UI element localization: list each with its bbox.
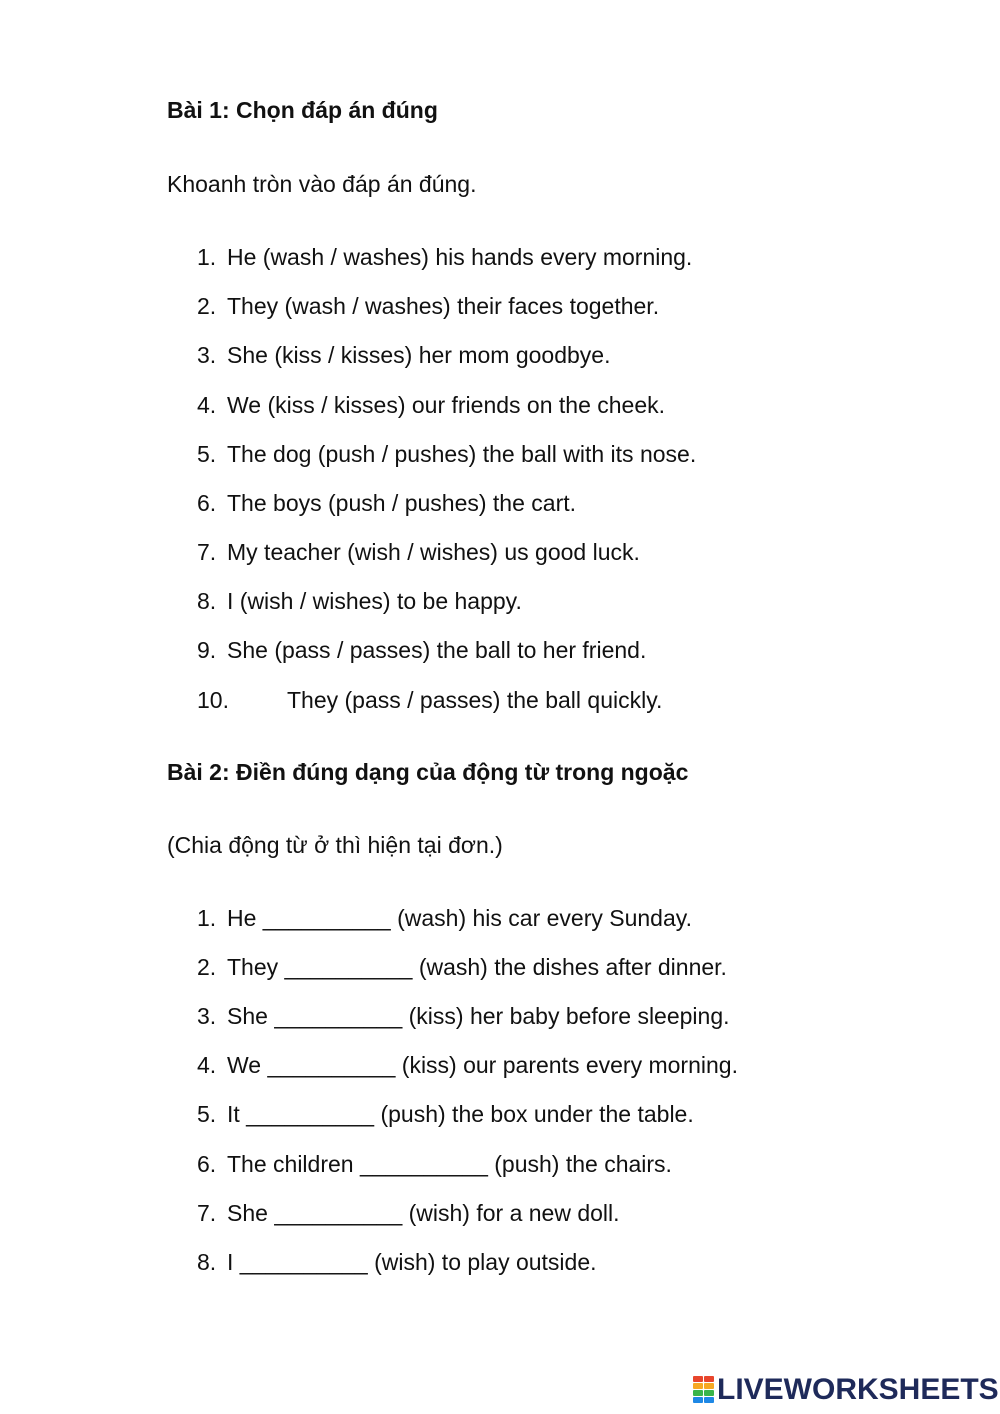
- item-text: He (wash / washes) his hands every morning.: [227, 244, 693, 270]
- item-number: 5.: [197, 441, 217, 467]
- item-number: 2.: [197, 954, 217, 980]
- section2-instruction: (Chia động từ ở thì hiện tại đơn.): [167, 832, 503, 858]
- item-text: She (kiss / kisses) her mom goodbye.: [227, 342, 611, 368]
- item-number: 1.: [197, 244, 217, 270]
- list-item: [197, 539, 640, 566]
- item-text: They (wash / washes) their faces together.: [227, 293, 660, 319]
- item-number: 3.: [197, 342, 217, 368]
- item-text: I __________ (wish) to play outside.: [227, 1249, 597, 1275]
- item-number: 4.: [197, 1052, 217, 1078]
- item-number: 6.: [197, 490, 217, 516]
- item-number: 7.: [197, 1200, 217, 1226]
- item-text: The children __________ (push) the chairs.: [227, 1151, 672, 1177]
- item-number: 2.: [197, 293, 217, 319]
- item-text: They __________ (wash) the dishes after dinner.: [227, 954, 727, 980]
- item-number: 6.: [197, 1151, 217, 1177]
- item-number: 4.: [197, 392, 217, 418]
- list-item: [197, 293, 659, 320]
- list-item: [197, 687, 662, 714]
- list-item: [197, 1052, 738, 1079]
- list-item: [197, 392, 665, 419]
- item-text: She __________ (wish) for a new doll.: [227, 1200, 620, 1226]
- item-number: 10.: [197, 687, 229, 713]
- list-item: [197, 342, 610, 369]
- item-number: 8.: [197, 1249, 217, 1275]
- item-number: 5.: [197, 1101, 217, 1127]
- section2-title: Bài 2: Điền đúng dạng của động từ trong ngoặc: [167, 759, 689, 785]
- list-item: [197, 1200, 620, 1227]
- list-item: [197, 588, 522, 615]
- item-text: The dog (push / pushes) the ball with its nose.: [227, 441, 697, 467]
- list-item: [197, 954, 727, 981]
- item-text: The boys (push / pushes) the cart.: [227, 490, 577, 516]
- item-text: My teacher (wish / wishes) us good luck.: [227, 539, 640, 565]
- logo-text: LIVEWORKSHEETS: [717, 1373, 999, 1406]
- item-number: 8.: [197, 588, 217, 614]
- section1-title: Bài 1: Chọn đáp án đúng: [167, 97, 438, 123]
- item-number: 9.: [197, 637, 217, 663]
- list-item: [197, 441, 696, 468]
- liveworksheets-logo-icon: [693, 1376, 715, 1404]
- item-number: 7.: [197, 539, 217, 565]
- list-item: [197, 905, 692, 932]
- section1-instruction: Khoanh tròn vào đáp án đúng.: [167, 171, 477, 197]
- list-item: [197, 1151, 672, 1178]
- list-item: [197, 490, 576, 517]
- item-text: She (pass / passes) the ball to her friend.: [227, 637, 647, 663]
- item-text: He __________ (wash) his car every Sunday.: [227, 905, 692, 931]
- list-item: [197, 1101, 694, 1128]
- item-number: 1.: [197, 905, 217, 931]
- item-number: 3.: [197, 1003, 217, 1029]
- liveworksheets-logo: [693, 1372, 999, 1408]
- list-item: [197, 637, 646, 664]
- item-text: I (wish / wishes) to be happy.: [227, 588, 522, 614]
- item-text: They (pass / passes) the ball quickly.: [287, 687, 663, 713]
- item-text: We __________ (kiss) our parents every morning.: [227, 1052, 738, 1078]
- list-item: [197, 1003, 730, 1030]
- item-text: We (kiss / kisses) our friends on the cheek.: [227, 392, 666, 418]
- item-text: It __________ (push) the box under the table.: [227, 1101, 694, 1127]
- list-item: [197, 1249, 597, 1276]
- list-item: [197, 244, 692, 271]
- item-text: She __________ (kiss) her baby before sleeping.: [227, 1003, 730, 1029]
